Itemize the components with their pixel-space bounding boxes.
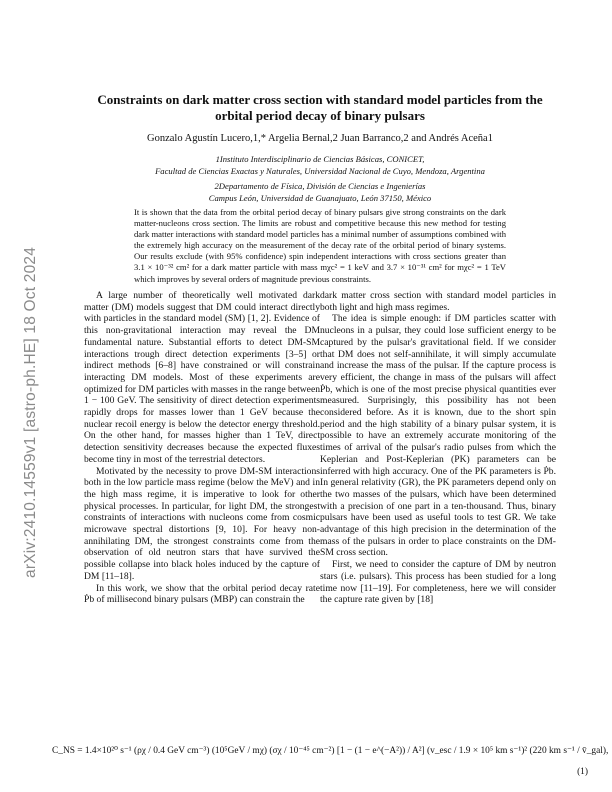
arxiv-identifier: arXiv:2410.14559v1 [astro-ph.HE] 18 Oct 2024 (22, 246, 39, 578)
right-paragraph-3: First, we need to consider the capture of DM by neutron stars (i.e. pulsars). This process has been studied for a long time now [11–19]. For completeness, here we will consider the capture rate given by [18] (320, 559, 556, 606)
author-list: Gonzalo Agustín Lucero,1,* Argelia Bernal,2 Juan Barranco,2 and Andrés Aceña1 (147, 133, 493, 144)
equation-1-number: (1) (577, 767, 588, 777)
left-column (84, 290, 320, 606)
left-paragraph-1: A large number of theoretically well motivated dark matter (DM) models suggest that DM could interact directly with particles in the standard model (SM) [1, 2]. Evidence of this non-gravitational interaction may reveal the DM fundamental nature. Substantial efforts to detect DM-SM interactions trough direct detection experiments [3–5] or indirect methods [6–8] have constrained or will constrain interacting DM models. Most of these experiments are optimized for DM particles with masses in the range between 1 − 100 GeV. The sensitivity of direct detection experiments rapidly drops for masses lower than 1 GeV because the nuclear recoil energy is below the detector energy threshold. On the other hand, for masses higher than 1 TeV, direct detection sensitivity decreases because the expected fluxes become tiny in most of the terrestrial detectors. (84, 290, 320, 465)
left-paragraph-2: Motivated by the necessity to prove DM-SM interactions both in the low particle mass regime (below the MeV) and in the high mass regime, it is imperative to look for other physical processes. In particular, for light DM, the strongest constraints of interactions with nucleons come from cosmic microwave spectral distortions [9, 10]. For heavy non-annihilating DM, the strongest constraints come from the observation of old neutron stars that have survived the possible collapse into black holes induced by the capture of DM [11–18]. (84, 465, 320, 582)
paper-title (60, 92, 580, 124)
abstract: It is shown that the data from the orbital period decay of binary pulsars give strong constraints on the dark matter-nucleons cross section. The limits are robust and competitive because this new method for testing dark matter interactions with standard model particles has a minimal number of assumptions combined with the extremely high accuracy on the measurement of the decay rate of the orbital period of binary systems. Our results exclude (with 95% confidence) spin independent interactions with cross sections greater than 3.1 × 10⁻³² cm² for a dark matter particle with mass mχc² = 1 keV and 3.7 × 10⁻³¹ cm² for mχc² = 1 TeV which improves by several orders of magnitude previous constraints. (134, 207, 506, 284)
affiliation-1-line-2: Facultad de Ciencias Exactas y Naturales, Universidad Nacional de Cuyo, Mendoza, Argentina (155, 166, 485, 176)
affiliation-2-line-1: 2Departamento de Física, División de Ciencias e Ingenierías (214, 181, 426, 191)
title-line-2: orbital period decay of binary pulsars (215, 108, 425, 123)
right-column (320, 290, 556, 606)
equation-1-body: C_NS = 1.4×10²⁰ s⁻¹ (ρχ / 0.4 GeV cm⁻³) (10⁵GeV / mχ) (σχ / 10⁻⁴⁵ cm⁻²) [1 − (1 − e^(−A²)) / A²] (v_esc / 1.9 × 10⁵ km s⁻¹)² (220 km s⁻¹ / v̄_gal), (52, 746, 609, 756)
affiliation-2 (60, 180, 580, 204)
title-line-1: Constraints on dark matter cross section with standard model particles from the (97, 92, 543, 107)
right-paragraph-1: dark matter cross section with standard model particles in both light and high mass regimes. (320, 290, 556, 313)
affiliation-1 (60, 153, 580, 177)
affiliation-2-line-2: Campus León, Universidad de Guanajuato, León 37150, México (208, 193, 432, 203)
arxiv-sidebar (0, 0, 40, 792)
affiliation-1-line-1: 1Instituto Interdisciplinario de Ciencias Básicas, CONICET, (215, 154, 425, 164)
left-paragraph-3: In this work, we show that the orbital period decay rate Ṗb of millisecond binary pulsars (MBP) can constrain the (84, 582, 320, 606)
right-paragraph-2: The idea is simple enough: if DM particles scatter with nucleons in a pulsar, they could lose sufficient energy to be captured by the pulsar's gravitational field. If we consider that DM does not self-annihilate, it will simply accumulate and increase the mass of the pulsar. If the capture process is very efficient, the change in mass of the pulsars will affect Ṗb, which is one of the most precise physical quantities ever measured. Surprisingly, this possibility has not been considered before. As it is known, due to the short spin period and the high stability of a binary pulsar system, it is possible to have an extremely accurate monitoring of the times of arrival of the pulsar's radio pulses from which the Keplerian and Post-Keplerian (PK) parameters can be inferred with high accuracy. One of the PK parameters is Ṗb. In general relativity (GR), the PK parameters depend only on the two masses of the pulsars, which have been determined with a precision of one part in a ten-thousand. Thus, binary pulsars have been used as useful tools to test GR. We take advantage of this high precision in the determination of the mass of the pulsars in order to place constraints on the DM-SM cross section. (320, 313, 556, 559)
equation-1 (52, 737, 609, 781)
